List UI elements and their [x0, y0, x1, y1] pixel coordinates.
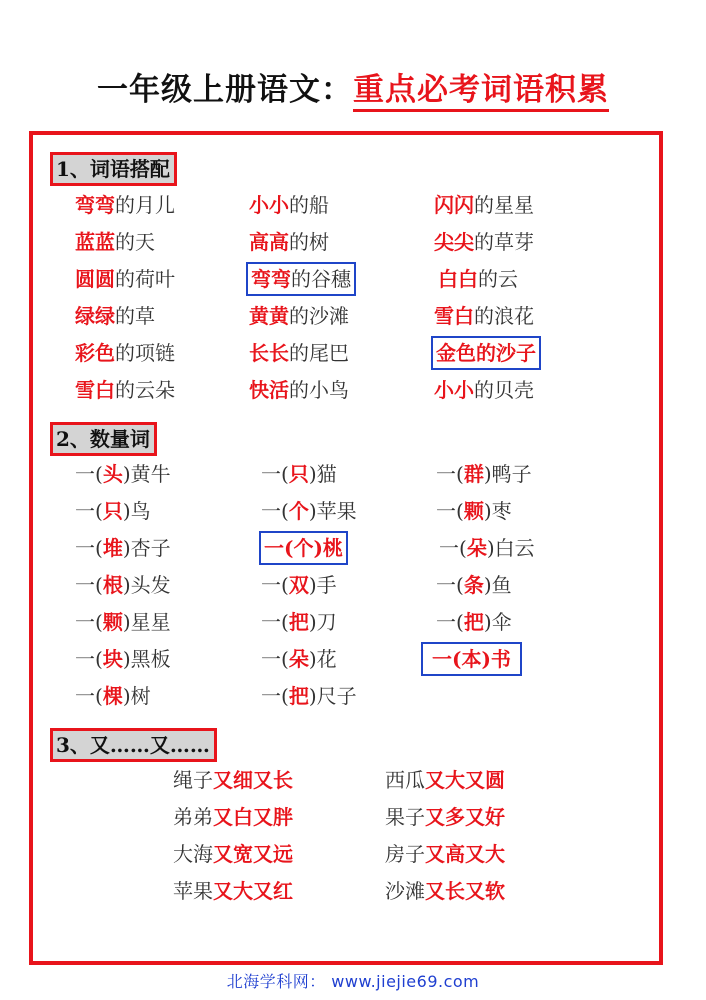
- you-you-item: 苹果又大又红: [173, 879, 293, 903]
- measure-word-item: 一(个)苹果: [261, 499, 357, 523]
- collocation-item: 小小的贝壳: [434, 378, 534, 402]
- section-heading-measure-words: 2、数量词: [50, 422, 157, 456]
- footer-website[interactable]: 北海学科网： www.jiejie69.com: [226, 972, 480, 991]
- measure-word-item: 一(双)手: [261, 573, 337, 597]
- title-part1: 一年级上册语文：: [97, 72, 353, 108]
- title-part2: 重点必考词语积累: [353, 72, 609, 112]
- collocation-item: 弯弯的月儿: [75, 193, 175, 217]
- collocation-item-boxed: 弯弯的谷穗: [251, 267, 351, 291]
- collocation-item: 尖尖的草芽: [434, 230, 534, 254]
- collocation-item: 白白的云: [438, 267, 518, 291]
- measure-word-item: 一(根)头发: [75, 573, 171, 597]
- measure-word-item: 一(只)猫: [261, 462, 337, 486]
- measure-word-item: 一(头)黄牛: [75, 462, 171, 486]
- collocation-item: 黄黄的沙滩: [249, 304, 349, 328]
- measure-word-item: 一(群)鸭子: [436, 462, 532, 486]
- you-you-item: 弟弟又白又胖: [173, 805, 293, 829]
- collocation-item: 小小的船: [249, 193, 329, 217]
- collocation-item: 绿绿的草: [75, 304, 155, 328]
- measure-word-item: 一(朵)花: [261, 647, 337, 671]
- measure-word-item: 一(颗)星星: [75, 610, 171, 634]
- collocation-item: 闪闪的星星: [434, 193, 534, 217]
- measure-word-item-boxed: 一(个)桃: [264, 536, 343, 560]
- measure-word-item-boxed: 一(本)书: [424, 645, 519, 673]
- you-you-item: 房子又高又大: [385, 842, 505, 866]
- collocation-item-boxed: 金色的沙子: [436, 341, 536, 365]
- measure-word-item: 一(把)尺子: [261, 684, 357, 708]
- section-heading-you-you: 3、又……又……: [50, 728, 217, 762]
- collocation-item: 彩色的项链: [75, 341, 175, 365]
- measure-word-item: 一(朵)白云: [439, 536, 535, 560]
- collocation-item: 长长的尾巴: [249, 341, 349, 365]
- you-you-item: 绳子又细又长: [173, 768, 293, 792]
- you-you-item: 果子又多又好: [385, 805, 505, 829]
- measure-word-item: 一(堆)杏子: [75, 536, 171, 560]
- measure-word-item: 一(条)鱼: [436, 573, 512, 597]
- measure-word-item: 一(把)伞: [436, 610, 512, 634]
- collocation-item: 蓝蓝的天: [75, 230, 155, 254]
- collocation-item: 高高的树: [249, 230, 329, 254]
- section-heading-collocation: 1、词语搭配: [50, 152, 177, 186]
- measure-word-item: 一(棵)树: [75, 684, 151, 708]
- measure-word-item: 一(块)黑板: [75, 647, 171, 671]
- you-you-item: 大海又宽又远: [173, 842, 293, 866]
- collocation-item: 快活的小鸟: [249, 378, 349, 402]
- measure-word-item: 一(把)刀: [261, 610, 337, 634]
- collocation-item: 雪白的云朵: [75, 378, 175, 402]
- collocation-item: 雪白的浪花: [434, 304, 534, 328]
- you-you-item: 沙滩又长又软: [385, 879, 505, 903]
- you-you-item: 西瓜又大又圆: [385, 768, 505, 792]
- measure-word-item: 一(颗)枣: [436, 499, 512, 523]
- measure-word-item: 一(只)鸟: [75, 499, 151, 523]
- collocation-item: 圆圆的荷叶: [75, 267, 175, 291]
- page-title: [0, 64, 706, 109]
